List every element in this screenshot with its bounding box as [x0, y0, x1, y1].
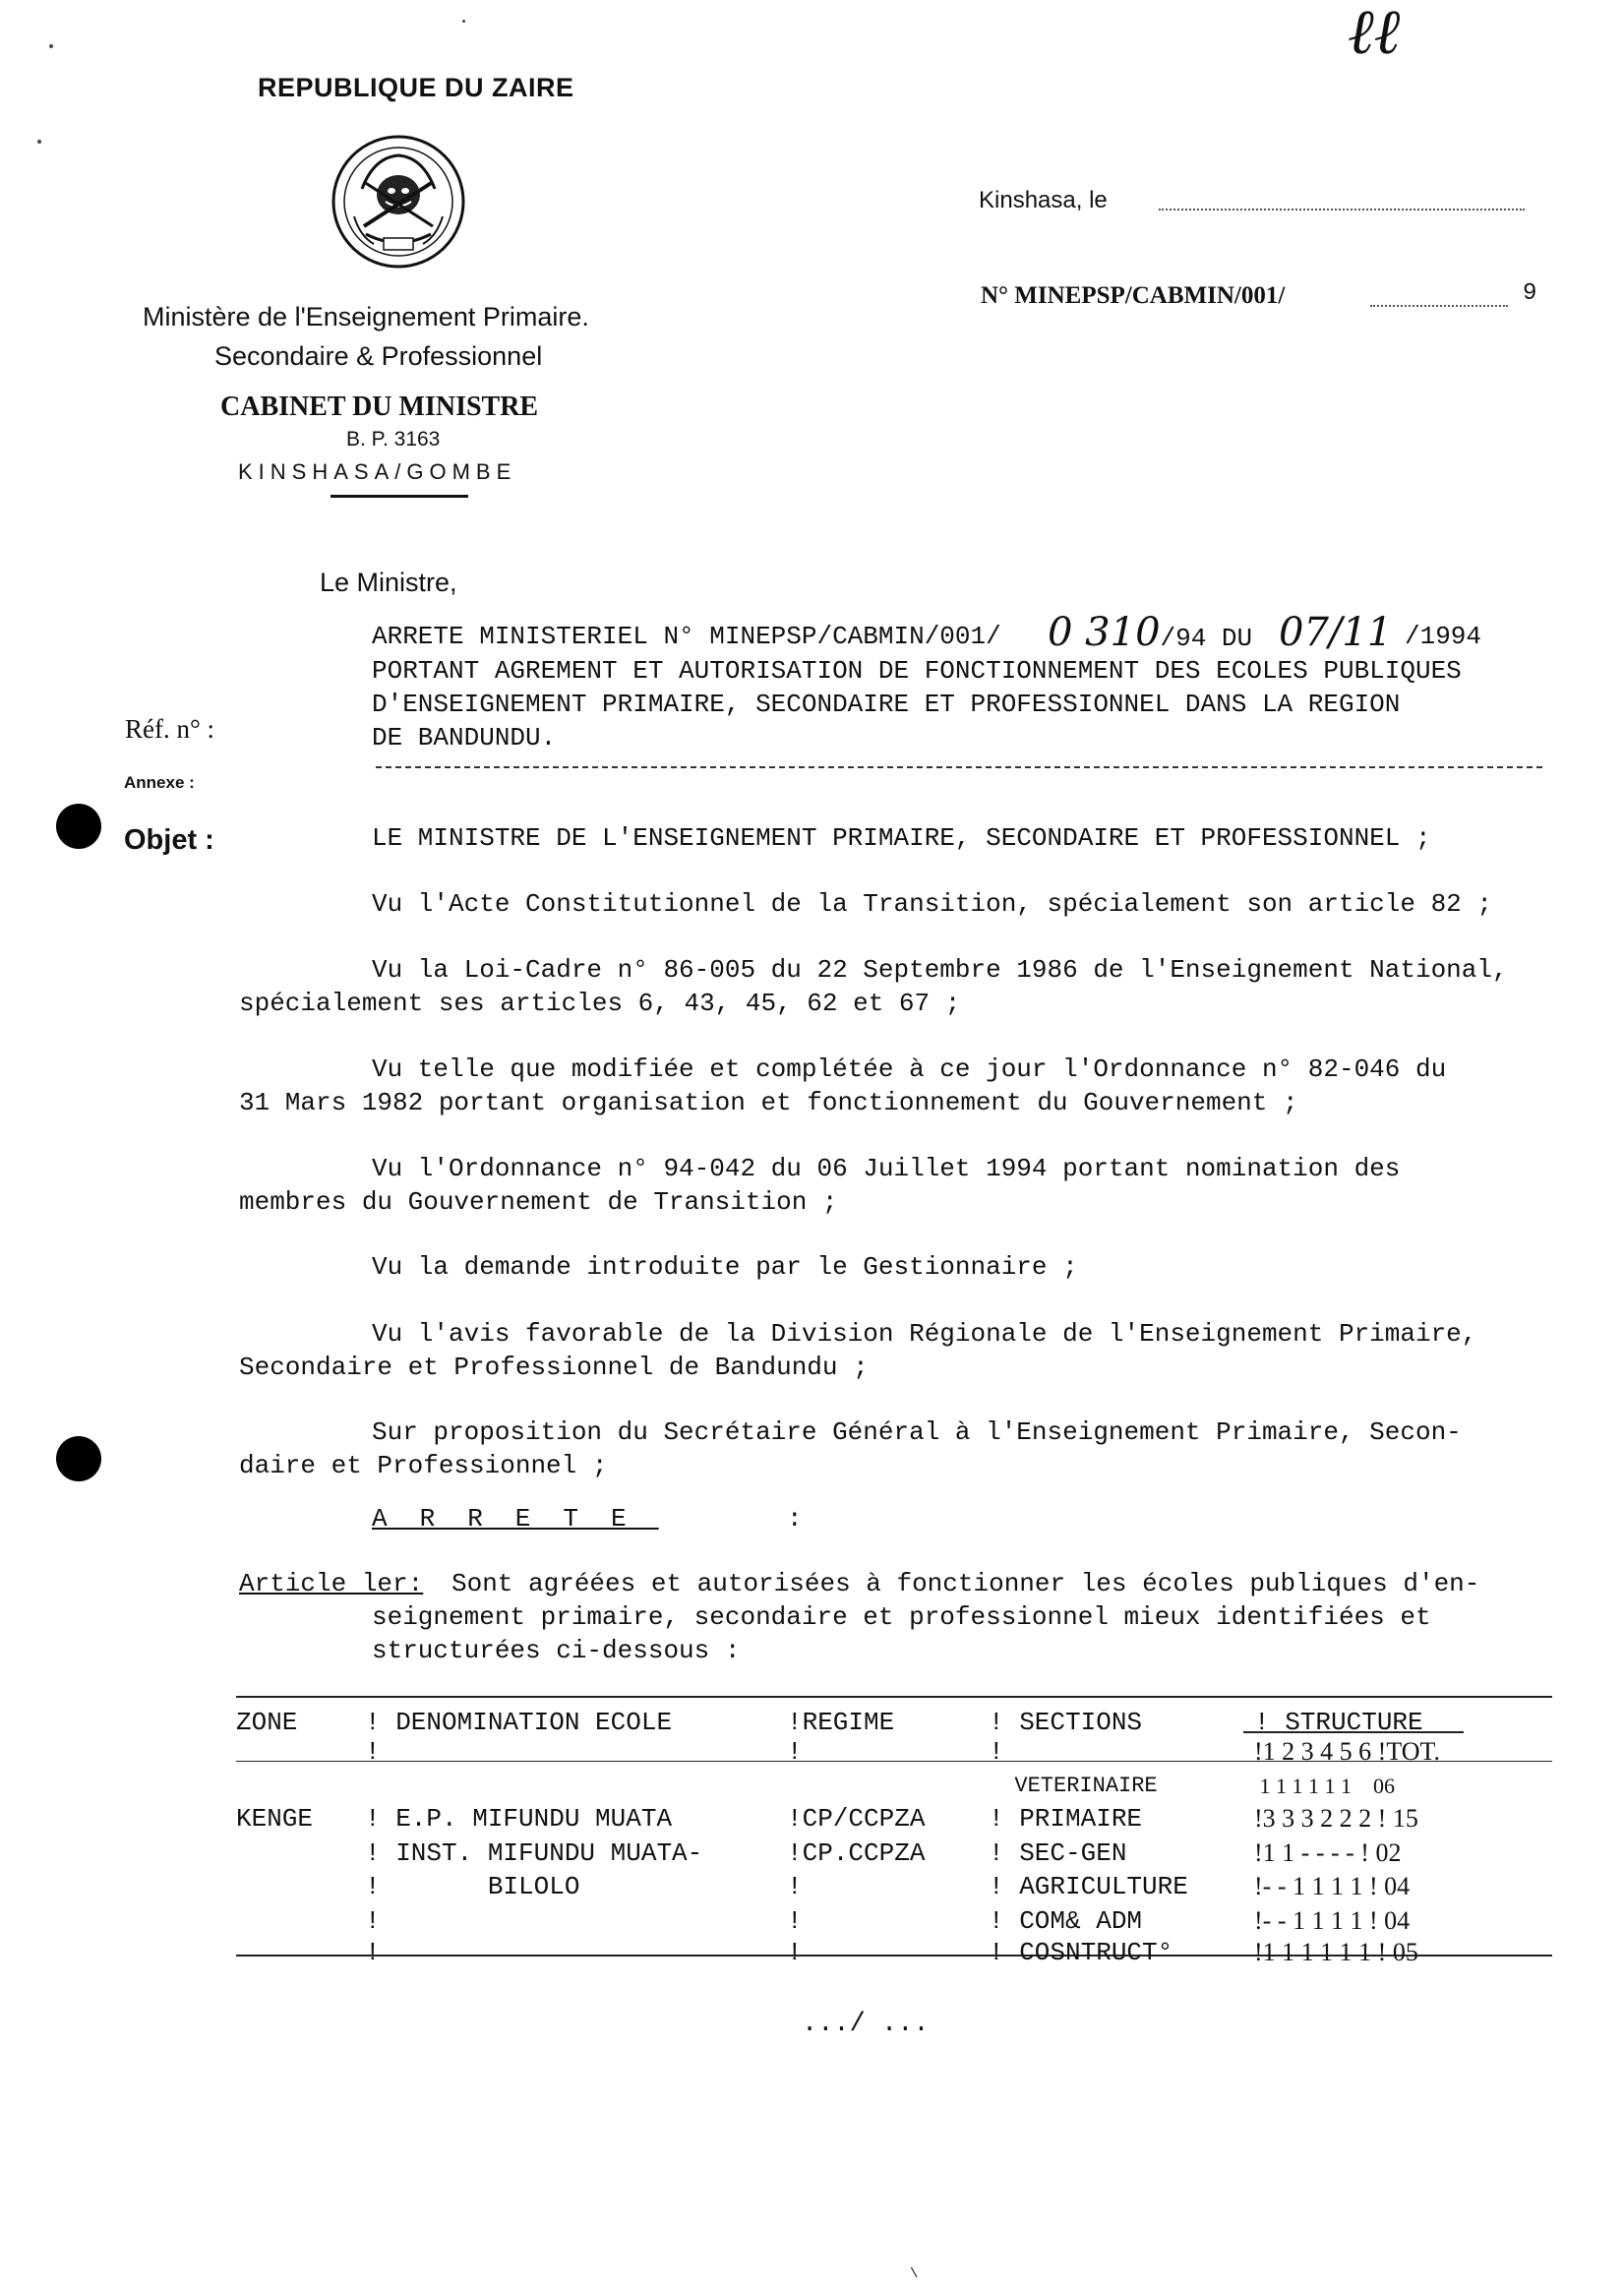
article-1-line2: seignement primaire, secondaire et professionnel mieux identifiées et: [372, 1602, 1431, 1632]
decree-number-typed: ARRETE MINISTERIEL N° MINEPSP/CABMIN/001/: [372, 622, 1001, 651]
considerant-3-line2: 31 Mars 1982 portant organisation et fonctionnement du Gouvernement ;: [239, 1088, 1298, 1117]
annexe-label: Annexe :: [124, 773, 195, 792]
table-cell-structure: !- - 1 1 1 1 ! 04: [1254, 1872, 1411, 1900]
republic-heading: REPUBLIQUE DU ZAIRE: [258, 73, 574, 102]
article-1-line3: structurées ci-dessous :: [372, 1636, 741, 1665]
article-1-label: Article ler:: [239, 1569, 424, 1598]
proposition-line1: Sur proposition du Secrétaire Général à l'Enseignement Primaire, Secon-: [372, 1417, 1462, 1447]
table-cell-denomination: !: [365, 1938, 381, 1967]
title-dashed-rule: [376, 766, 1542, 768]
punch-hole-mark: [56, 804, 101, 849]
minister-heading: LE MINISTRE DE L'ENSEIGNEMENT PRIMAIRE, SECONDAIRE ET PROFESSIONNEL ;: [372, 823, 1431, 853]
article-1-line1: Sont agréées et autorisées à fonctionner les écoles publiques d'en-: [451, 1569, 1480, 1598]
col-header-denomination: ! DENOMINATION ECOLE: [365, 1708, 673, 1737]
considerant-5: Vu la demande introduite par le Gestionnaire ;: [372, 1252, 1078, 1282]
table-cell-structure: !1 1 1 1 1 1 ! 05: [1254, 1938, 1418, 1966]
table-cell-zone: KENGE: [236, 1804, 314, 1834]
table-cell-regime: !: [787, 1938, 803, 1967]
col-header-regime: !REGIME: [787, 1708, 895, 1737]
table-top-rule: [236, 1696, 1552, 1698]
handwritten-corner-mark: ℓℓ: [1348, 0, 1401, 69]
date-blank: [1159, 197, 1525, 211]
arrete-heading: ARRETE: [372, 1504, 659, 1534]
considerant-6-line1: Vu l'avis favorable de la Division Régionale de l'Enseignement Primaire,: [372, 1319, 1477, 1349]
col-header-structure: ! STRUCTURE: [1254, 1708, 1423, 1737]
table-cell-section: ! COSNTRUCT°: [989, 1938, 1173, 1967]
decree-title-line3: D'ENSEIGNEMENT PRIMAIRE, SECONDAIRE ET PROFESSIONNEL DANS LA REGION: [372, 690, 1401, 719]
decree-year-end: /1994: [1405, 622, 1482, 651]
decree-title-line1: [372, 622, 1001, 651]
considerant-4-line2: membres du Gouvernement de Transition ;: [239, 1187, 838, 1217]
table-cell-section: VETERINAIRE: [989, 1774, 1158, 1798]
bottom-mark: \: [910, 2266, 919, 2282]
proposition-line2: daire et Professionnel ;: [239, 1451, 608, 1480]
date-label: Kinshasa, le: [979, 187, 1108, 213]
considerant-2-line1: Vu la Loi-Cadre n° 86-005 du 22 Septembre 1986 de l'Enseignement National,: [372, 955, 1508, 985]
table-cell-denomination: !: [365, 1906, 381, 1936]
table-cell-section: ! AGRICULTURE: [989, 1872, 1188, 1901]
considerant-6-line2: Secondaire et Professionnel de Bandundu ;: [239, 1353, 869, 1382]
postal-box: B. P. 3163: [346, 428, 441, 451]
ministry-name: Ministère de l'Enseignement Primaire.: [143, 302, 589, 331]
table-cell-denomination: ! BILOLO: [365, 1872, 580, 1901]
table-cell-structure: !3 3 3 2 2 2 ! 15: [1254, 1804, 1418, 1833]
salutation: Le Ministre,: [320, 568, 457, 597]
considerant-4-line1: Vu l'Ordonnance n° 94-042 du 06 Juillet 1994 portant nomination des: [372, 1154, 1401, 1183]
table-cell-structure: !- - 1 1 1 1 ! 04: [1254, 1906, 1411, 1935]
considerant-3-line1: Vu telle que modifiée et complétée à ce jour l'Ordonnance n° 82-046 du: [372, 1054, 1447, 1084]
decree-year-typed: /94 DU: [1160, 624, 1253, 653]
col-header-sections: ! SECTIONS: [989, 1708, 1143, 1737]
table-cell-section: ! PRIMAIRE: [989, 1804, 1143, 1834]
table-cell-regime: !: [787, 1872, 803, 1901]
table-cell-section: ! COM& ADM: [989, 1906, 1143, 1936]
subheader-bang: !: [989, 1737, 1004, 1767]
coat-of-arms-emblem: [325, 128, 472, 275]
table-cell-structure: !1 1 - - - - ! 02: [1254, 1838, 1402, 1867]
ref-label: Réf. n° :: [125, 714, 215, 744]
col-header-zone: ZONE: [236, 1708, 298, 1737]
considerant-1: Vu l'Acte Constitutionnel de la Transition, spécialement son article 82 ;: [372, 889, 1492, 919]
subheader-bang: !: [787, 1737, 803, 1767]
decree-title-line4: DE BANDUNDU.: [372, 723, 557, 753]
header-rule: [331, 495, 468, 498]
scan-speck: [49, 44, 53, 48]
structure-levels: !1 2 3 4 5 6 !TOT.: [1254, 1737, 1440, 1766]
decree-title-line2: PORTANT AGREMENT ET AUTORISATION DE FONCTIONNEMENT DES ECOLES PUBLIQUES: [372, 656, 1462, 686]
reference-suffix: 9: [1523, 280, 1537, 307]
cabinet-heading: CABINET DU MINISTRE: [220, 391, 539, 422]
scan-speck: [37, 140, 41, 144]
table-cell-regime: !CP/CCPZA: [787, 1804, 926, 1834]
arrete-colon: :: [787, 1504, 803, 1534]
table-cell-denomination: ! INST. MIFUNDU MUATA-: [365, 1838, 703, 1868]
objet-label: Objet :: [124, 824, 214, 856]
scan-speck: [462, 20, 465, 23]
reference-number: N° MINEPSP/CABMIN/001/: [981, 282, 1286, 309]
table-cell-structure: 1 1 1 1 1 1 06: [1254, 1774, 1395, 1798]
reference-blank: [1370, 295, 1508, 307]
page-continued: .../ ...: [802, 2010, 930, 2039]
punch-hole-mark: [56, 1436, 101, 1481]
table-cell-denomination: ! E.P. MIFUNDU MUATA: [365, 1804, 673, 1834]
handwritten-date: 07/11: [1279, 610, 1393, 655]
subheader-bang: !: [365, 1737, 381, 1767]
table-cell-section: ! SEC-GEN: [989, 1838, 1127, 1868]
table-cell-regime: !: [787, 1906, 803, 1936]
city-line: KINSHASA/GOMBE: [238, 459, 517, 484]
considerant-2-line2: spécialement ses articles 6, 43, 45, 62 et 67 ;: [239, 989, 961, 1018]
table-cell-regime: !CP.CCPZA: [787, 1838, 926, 1868]
ministry-subname: Secondaire & Professionnel: [214, 341, 543, 371]
decree-number-handwritten: [1048, 610, 1252, 655]
handwritten-number: 0 310: [1048, 610, 1161, 655]
